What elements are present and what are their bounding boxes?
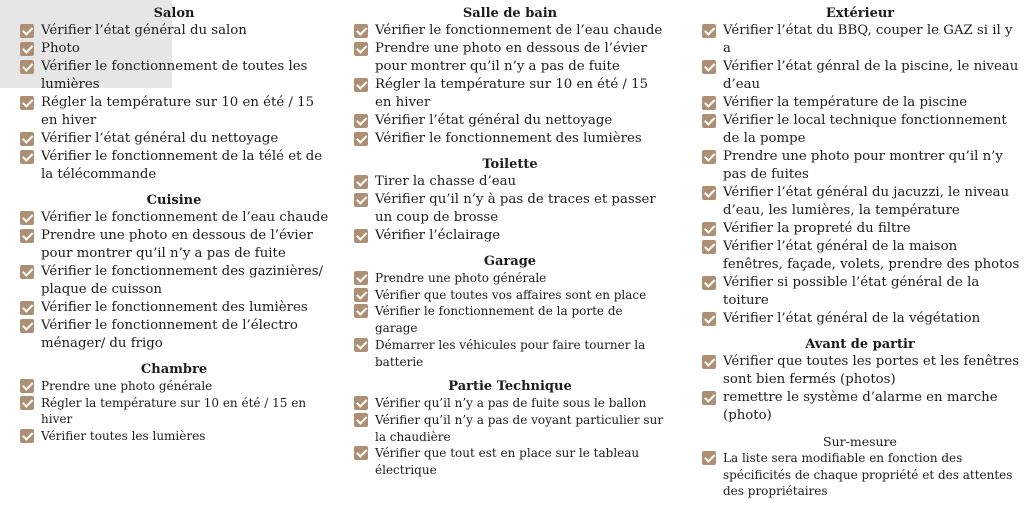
checkbox-checked-icon[interactable] bbox=[702, 96, 716, 110]
checklist-item-label: Vérifier que toutes vos affaires sont en place bbox=[375, 287, 647, 302]
checklist-item-label: Vérifier l’état général de la végétation bbox=[723, 311, 981, 326]
checklist-item-label: Prendre une photo générale bbox=[41, 379, 213, 393]
checklist-item-label: Vérifier si possible l’état général de la toiture bbox=[723, 275, 980, 308]
checklist-item-label: Vérifier l’état général du nettoyage bbox=[41, 131, 279, 146]
checklist-item bbox=[352, 303, 668, 336]
checkbox-checked-icon[interactable] bbox=[20, 132, 34, 146]
checklist-item-label: Vérifier le fonctionnement de toutes les lumières bbox=[41, 59, 308, 92]
checklist-item-label: Vérifier toutes les lumières bbox=[41, 429, 206, 444]
checkbox-checked-icon[interactable] bbox=[20, 42, 34, 56]
section-title: Extérieur bbox=[825, 6, 895, 21]
checklist-item bbox=[18, 317, 330, 353]
section-chambre bbox=[18, 362, 330, 445]
checkbox-checked-icon[interactable] bbox=[702, 276, 716, 290]
checklist-item-label: Prendre une photo générale bbox=[375, 271, 547, 285]
checklist-item-label: Vérifier l’état du BBQ, couper le GAZ si il y a bbox=[723, 23, 1013, 56]
column-3 bbox=[700, 0, 1020, 509]
checkbox-checked-icon[interactable] bbox=[354, 304, 368, 318]
checklist-item-label: Vérifier le fonctionnement des lumières bbox=[41, 300, 308, 315]
section-sur-mesure bbox=[700, 434, 1020, 500]
checkbox-checked-icon[interactable] bbox=[354, 193, 368, 207]
checkbox-checked-icon[interactable] bbox=[20, 301, 34, 315]
checklist-item bbox=[700, 112, 1020, 148]
section-title: Chambre bbox=[140, 362, 208, 377]
checklist-item-label: Vérifier le fonctionnement de l’eau chaude bbox=[375, 23, 663, 38]
checklist-item-label: Prendre une photo pour montrer qu’il n’y pas de fuites bbox=[723, 149, 1003, 182]
checkbox-checked-icon[interactable] bbox=[354, 271, 368, 285]
checklist-item bbox=[352, 130, 668, 148]
section-partie-technique bbox=[352, 379, 668, 479]
checklist-item-label: Vérifier le fonctionnement de la télé et de la télécommande bbox=[41, 149, 323, 182]
checkbox-checked-icon[interactable] bbox=[702, 24, 716, 38]
checklist-item bbox=[700, 22, 1020, 58]
checklist-item-label: Vérifier le fonctionnement de la porte de garage bbox=[375, 304, 623, 336]
checklist-item bbox=[700, 353, 1020, 389]
checkbox-checked-icon[interactable] bbox=[702, 451, 716, 465]
checkbox-checked-icon[interactable] bbox=[20, 211, 34, 225]
checklist-item-label: Régler la température sur 10 en été / 15 en hiver bbox=[41, 95, 315, 128]
column-1 bbox=[18, 0, 330, 454]
checkbox-checked-icon[interactable] bbox=[354, 446, 368, 460]
checklist-item bbox=[18, 395, 330, 428]
checklist-item bbox=[700, 274, 1020, 310]
section-title: Salle de bain bbox=[462, 6, 558, 21]
checkbox-checked-icon[interactable] bbox=[20, 429, 34, 443]
checkbox-checked-icon[interactable] bbox=[20, 319, 34, 333]
checklist-item bbox=[352, 287, 668, 304]
checklist-item bbox=[700, 94, 1020, 112]
checklist-item bbox=[352, 270, 668, 287]
section-title: Partie Technique bbox=[448, 379, 572, 395]
checklist-item-label: Vérifier qu’il n’y a pas de voyant particulier sur la chaudière bbox=[375, 412, 664, 444]
checkbox-checked-icon[interactable] bbox=[354, 42, 368, 56]
checklist-item-label: Vérifier qu’il n’y a pas de fuite sous le ballon bbox=[375, 396, 647, 411]
checkbox-checked-icon[interactable] bbox=[702, 240, 716, 254]
checklist-item-label: Vérifier que tout est en place sur le tableau électrique bbox=[375, 446, 640, 478]
checklist-item-label: Prendre une photo en dessous de l’évier pour montrer qu’il n’y a pas de fuite bbox=[41, 228, 313, 261]
checklist-item bbox=[352, 227, 668, 245]
checklist-item bbox=[352, 76, 668, 112]
checklist-item bbox=[18, 148, 330, 184]
checklist-item-label: Vérifier le fonctionnement de l’électro ménager/ du frigo bbox=[41, 318, 298, 351]
checkbox-checked-icon[interactable] bbox=[354, 338, 368, 352]
section-salle-de-bain bbox=[352, 6, 668, 148]
checkbox-checked-icon[interactable] bbox=[354, 413, 368, 427]
checklist-item-label: Tirer la chasse d’eau bbox=[375, 174, 517, 189]
checklist-item bbox=[352, 191, 668, 227]
checklist-item bbox=[18, 94, 330, 130]
checklist-item-label: Vérifier le fonctionnement de l’eau chaude bbox=[41, 210, 329, 225]
checkbox-checked-icon[interactable] bbox=[354, 24, 368, 38]
checkbox-checked-icon[interactable] bbox=[702, 391, 716, 405]
checklist-item bbox=[352, 173, 668, 191]
checklist-item bbox=[18, 263, 330, 299]
checklist-item bbox=[352, 445, 668, 478]
section-salon bbox=[18, 6, 330, 184]
checklist-item bbox=[352, 22, 668, 40]
checkbox-checked-icon[interactable] bbox=[20, 60, 34, 74]
checklist-item bbox=[18, 40, 330, 58]
section-cuisine bbox=[18, 193, 330, 353]
checklist-item bbox=[352, 40, 668, 76]
section-avant-de-partir bbox=[700, 337, 1020, 425]
checkbox-checked-icon[interactable] bbox=[354, 78, 368, 92]
checkbox-checked-icon[interactable] bbox=[702, 222, 716, 236]
checklist-item-label: Vérifier le fonctionnement des lumières bbox=[375, 131, 642, 146]
checkbox-checked-icon[interactable] bbox=[20, 265, 34, 279]
checklist-item bbox=[700, 220, 1020, 238]
section-title: Avant de partir bbox=[805, 337, 915, 352]
checklist-item-label: remettre le système d’alarme en marche (photo) bbox=[723, 390, 998, 423]
section-title: Salon bbox=[153, 6, 195, 21]
checklist-item bbox=[700, 389, 1020, 425]
checklist-item-label: Vérifier l’état génral de la piscine, le niveau d’eau bbox=[723, 59, 1019, 92]
checkbox-checked-icon[interactable] bbox=[354, 114, 368, 128]
checklist-item bbox=[18, 227, 330, 263]
checklist-item-label: Vérifier l’état général du jacuzzi, le niveau d’eau, les lumières, la température bbox=[723, 185, 1010, 218]
checklist-item-label: Vérifier qu’il n’y à pas de traces et passer un coup de brosse bbox=[375, 192, 656, 225]
checklist-item bbox=[700, 238, 1020, 274]
checkbox-checked-icon[interactable] bbox=[354, 396, 368, 410]
section-title: Cuisine bbox=[146, 193, 202, 208]
section-exterieur bbox=[700, 6, 1020, 328]
checklist-item bbox=[700, 184, 1020, 220]
checklist-item-label: Photo bbox=[41, 41, 80, 56]
checklist-item bbox=[18, 428, 330, 445]
checklist-item-label: Prendre une photo en dessous de l’évier pour montrer qu’il n’y a pas de fuite bbox=[375, 41, 647, 74]
checklist-item bbox=[700, 450, 1020, 500]
checkbox-checked-icon[interactable] bbox=[354, 132, 368, 146]
checklist-item-label: Régler la température sur 10 en été / 15 en hiver bbox=[375, 77, 649, 110]
checklist-item-label: Vérifier la propreté du filtre bbox=[723, 221, 911, 236]
checkbox-checked-icon[interactable] bbox=[20, 229, 34, 243]
checkbox-checked-icon[interactable] bbox=[702, 60, 716, 74]
checkbox-checked-icon[interactable] bbox=[20, 96, 34, 110]
checklist-item-label: La liste sera modifiable en fonction des spécificités de chaque propriété et des attentes des propriétaires bbox=[723, 451, 1013, 499]
checklist-item-label: Vérifier le local technique fonctionnement de la pompe bbox=[723, 113, 1007, 146]
checklist-item-label: Vérifier l’état général de la maison fenêtres, façade, volets, prendre des photos bbox=[723, 239, 1020, 272]
checkbox-checked-icon[interactable] bbox=[702, 150, 716, 164]
checklist-item-label: Régler la température sur 10 en été / 15 en hiver bbox=[41, 395, 307, 427]
checklist-item-label: Vérifier l’état général du nettoyage bbox=[375, 113, 613, 128]
checkbox-checked-icon[interactable] bbox=[354, 229, 368, 243]
checkbox-checked-icon[interactable] bbox=[702, 186, 716, 200]
checkbox-checked-icon[interactable] bbox=[20, 379, 34, 393]
checklist-item bbox=[18, 209, 330, 227]
checkbox-checked-icon[interactable] bbox=[702, 312, 716, 326]
checklist-item bbox=[700, 58, 1020, 94]
checklist-item-label: Démarrer les véhicules pour faire tourner la batterie bbox=[375, 337, 646, 369]
checklist-item bbox=[18, 299, 330, 317]
section-subtitle: Sur-mesure bbox=[823, 434, 897, 449]
checkbox-checked-icon[interactable] bbox=[20, 24, 34, 38]
checklist-item bbox=[18, 378, 330, 395]
checklist-item bbox=[352, 412, 668, 445]
section-toilette bbox=[352, 157, 668, 245]
section-garage bbox=[352, 254, 668, 370]
checklist-item-label: Vérifier le fonctionnement des gazinières/ plaque de cuisson bbox=[41, 264, 324, 297]
checklist-item bbox=[352, 395, 668, 412]
checkbox-checked-icon[interactable] bbox=[702, 355, 716, 369]
checkbox-checked-icon[interactable] bbox=[20, 396, 34, 410]
checklist-item bbox=[352, 337, 668, 370]
checkbox-checked-icon[interactable] bbox=[20, 150, 34, 164]
section-title: Toilette bbox=[482, 157, 538, 172]
section-title: Garage bbox=[483, 254, 537, 269]
checklist-item bbox=[18, 130, 330, 148]
column-2 bbox=[352, 0, 668, 488]
checkbox-checked-icon[interactable] bbox=[702, 114, 716, 128]
checklist-item bbox=[18, 58, 330, 94]
checklist-item-label: Vérifier la température de la piscine bbox=[723, 95, 968, 110]
checkbox-checked-icon[interactable] bbox=[354, 288, 368, 302]
checklist-item-label: Vérifier que toutes les portes et les fenêtres sont bien fermés (photos) bbox=[723, 354, 1020, 387]
checkbox-checked-icon[interactable] bbox=[354, 175, 368, 189]
checklist-item bbox=[352, 112, 668, 130]
checklist-item bbox=[700, 148, 1020, 184]
checklist-item-label: Vérifier l’état général du salon bbox=[41, 23, 247, 38]
checklist-item bbox=[700, 310, 1020, 328]
checklist-item-label: Vérifier l’éclairage bbox=[375, 228, 501, 243]
checklist-item bbox=[18, 22, 330, 40]
